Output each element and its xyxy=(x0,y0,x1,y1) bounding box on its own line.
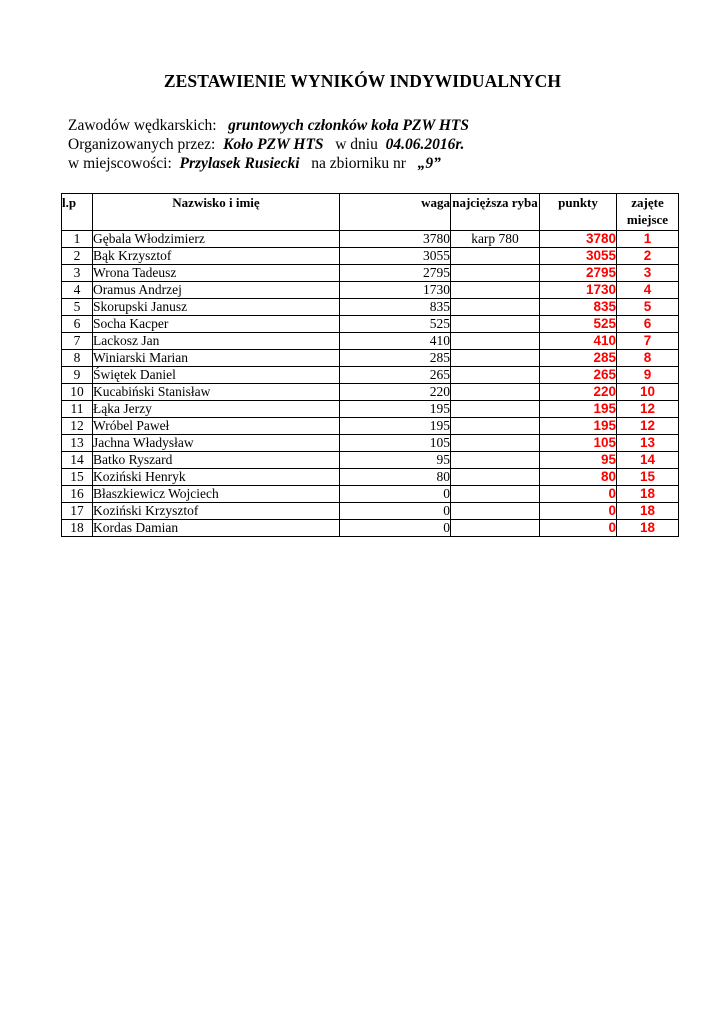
table-row xyxy=(62,469,679,486)
organizer-value: Koło PZW HTS xyxy=(223,136,324,153)
table-row xyxy=(62,520,679,537)
cell-heaviest-fish xyxy=(451,265,540,282)
reservoir-value: „9” xyxy=(417,155,441,172)
table-row xyxy=(62,333,679,350)
cell-waga: 95 xyxy=(340,452,451,469)
reservoir-label: na zbiorniku nr xyxy=(311,155,406,172)
date-value: 04.06.2016r. xyxy=(385,136,465,153)
cell-waga: 0 xyxy=(340,503,451,520)
date-label: w dniu xyxy=(335,136,378,153)
table-row xyxy=(62,350,679,367)
competition-value: gruntowych członków koła PZW HTS xyxy=(228,117,469,134)
cell-points: 95 xyxy=(540,452,617,469)
cell-name: Błaszkiewicz Wojciech xyxy=(93,486,340,503)
cell-heaviest-fish xyxy=(451,469,540,486)
cell-heaviest-fish xyxy=(451,503,540,520)
header-heaviest-fish: najcięższa ryba xyxy=(451,194,540,231)
header-place: zajęte miejsce xyxy=(617,194,679,231)
cell-points: 195 xyxy=(540,401,617,418)
cell-place: 2 xyxy=(617,248,679,265)
cell-waga: 0 xyxy=(340,486,451,503)
cell-waga: 1730 xyxy=(340,282,451,299)
table-row xyxy=(62,316,679,333)
cell-lp: 5 xyxy=(62,299,93,316)
cell-name: Kucabiński Stanisław xyxy=(93,384,340,401)
table-row xyxy=(62,486,679,503)
cell-place: 8 xyxy=(617,350,679,367)
results-table xyxy=(61,193,679,537)
cell-lp: 8 xyxy=(62,350,93,367)
cell-place: 15 xyxy=(617,469,679,486)
table-row xyxy=(62,231,679,248)
cell-heaviest-fish xyxy=(451,520,540,537)
cell-points: 3780 xyxy=(540,231,617,248)
cell-name: Bąk Krzysztof xyxy=(93,248,340,265)
cell-name: Łąka Jerzy xyxy=(93,401,340,418)
table-row xyxy=(62,367,679,384)
cell-place: 12 xyxy=(617,418,679,435)
table-row xyxy=(62,282,679,299)
cell-points: 410 xyxy=(540,333,617,350)
cell-heaviest-fish xyxy=(451,401,540,418)
cell-place: 13 xyxy=(617,435,679,452)
organizer-line xyxy=(68,136,464,154)
organizer-label: Organizowanych przez: xyxy=(68,136,216,153)
cell-place: 9 xyxy=(617,367,679,384)
cell-points: 2795 xyxy=(540,265,617,282)
cell-waga: 195 xyxy=(340,418,451,435)
cell-waga: 0 xyxy=(340,520,451,537)
cell-lp: 15 xyxy=(62,469,93,486)
cell-lp: 13 xyxy=(62,435,93,452)
cell-place: 18 xyxy=(617,486,679,503)
cell-place: 7 xyxy=(617,333,679,350)
location-line xyxy=(68,155,441,173)
cell-name: Świętek Daniel xyxy=(93,367,340,384)
cell-place: 18 xyxy=(617,503,679,520)
cell-points: 80 xyxy=(540,469,617,486)
table-row xyxy=(62,452,679,469)
cell-heaviest-fish xyxy=(451,452,540,469)
cell-points: 1730 xyxy=(540,282,617,299)
cell-lp: 10 xyxy=(62,384,93,401)
table-row xyxy=(62,401,679,418)
cell-name: Winiarski Marian xyxy=(93,350,340,367)
cell-waga: 80 xyxy=(340,469,451,486)
cell-points: 525 xyxy=(540,316,617,333)
cell-heaviest-fish xyxy=(451,435,540,452)
cell-lp: 2 xyxy=(62,248,93,265)
cell-points: 105 xyxy=(540,435,617,452)
cell-heaviest-fish xyxy=(451,316,540,333)
cell-waga: 105 xyxy=(340,435,451,452)
location-value: Przylasek Rusiecki xyxy=(179,155,300,172)
cell-lp: 18 xyxy=(62,520,93,537)
competition-line xyxy=(68,117,469,135)
cell-place: 10 xyxy=(617,384,679,401)
location-label: w miejscowości: xyxy=(68,155,172,172)
cell-name: Wróbel Paweł xyxy=(93,418,340,435)
table-row xyxy=(62,265,679,282)
cell-name: Socha Kacper xyxy=(93,316,340,333)
cell-lp: 16 xyxy=(62,486,93,503)
cell-heaviest-fish xyxy=(451,248,540,265)
cell-place: 14 xyxy=(617,452,679,469)
cell-place: 5 xyxy=(617,299,679,316)
table-row xyxy=(62,384,679,401)
cell-heaviest-fish: karp 780 xyxy=(451,231,540,248)
cell-lp: 11 xyxy=(62,401,93,418)
cell-waga: 265 xyxy=(340,367,451,384)
table-row xyxy=(62,503,679,520)
cell-lp: 4 xyxy=(62,282,93,299)
cell-lp: 1 xyxy=(62,231,93,248)
cell-name: Oramus Andrzej xyxy=(93,282,340,299)
cell-lp: 17 xyxy=(62,503,93,520)
cell-heaviest-fish xyxy=(451,367,540,384)
cell-place: 1 xyxy=(617,231,679,248)
header-name: Nazwisko i imię xyxy=(93,194,340,231)
cell-place: 18 xyxy=(617,520,679,537)
cell-name: Skorupski Janusz xyxy=(93,299,340,316)
cell-place: 12 xyxy=(617,401,679,418)
cell-points: 835 xyxy=(540,299,617,316)
header-waga: waga xyxy=(340,194,451,231)
cell-heaviest-fish xyxy=(451,486,540,503)
document-title: ZESTAWIENIE WYNIKÓW INDYWIDUALNYCH xyxy=(163,71,562,91)
cell-lp: 14 xyxy=(62,452,93,469)
header-lp: l.p xyxy=(62,194,93,231)
table-row xyxy=(62,435,679,452)
cell-waga: 525 xyxy=(340,316,451,333)
cell-place: 6 xyxy=(617,316,679,333)
cell-waga: 195 xyxy=(340,401,451,418)
cell-lp: 12 xyxy=(62,418,93,435)
cell-lp: 6 xyxy=(62,316,93,333)
cell-points: 0 xyxy=(540,503,617,520)
cell-name: Batko Ryszard xyxy=(93,452,340,469)
cell-heaviest-fish xyxy=(451,384,540,401)
header-points: punkty xyxy=(540,194,617,231)
cell-points: 285 xyxy=(540,350,617,367)
cell-heaviest-fish xyxy=(451,282,540,299)
cell-heaviest-fish xyxy=(451,418,540,435)
cell-lp: 7 xyxy=(62,333,93,350)
cell-place: 4 xyxy=(617,282,679,299)
cell-points: 195 xyxy=(540,418,617,435)
cell-name: Gębala Włodzimierz xyxy=(93,231,340,248)
cell-name: Lackosz Jan xyxy=(93,333,340,350)
cell-heaviest-fish xyxy=(451,299,540,316)
table-row xyxy=(62,248,679,265)
table-row xyxy=(62,299,679,316)
cell-waga: 220 xyxy=(340,384,451,401)
cell-place: 3 xyxy=(617,265,679,282)
table-header-row xyxy=(62,194,679,231)
cell-points: 265 xyxy=(540,367,617,384)
cell-waga: 3055 xyxy=(340,248,451,265)
cell-waga: 835 xyxy=(340,299,451,316)
cell-lp: 3 xyxy=(62,265,93,282)
cell-waga: 410 xyxy=(340,333,451,350)
cell-heaviest-fish xyxy=(451,350,540,367)
cell-points: 3055 xyxy=(540,248,617,265)
cell-name: Koziński Henryk xyxy=(93,469,340,486)
cell-waga: 3780 xyxy=(340,231,451,248)
cell-points: 220 xyxy=(540,384,617,401)
table-row xyxy=(62,418,679,435)
cell-name: Kordas Damian xyxy=(93,520,340,537)
cell-name: Koziński Krzysztof xyxy=(93,503,340,520)
cell-waga: 285 xyxy=(340,350,451,367)
competition-label: Zawodów wędkarskich: xyxy=(68,117,217,134)
cell-waga: 2795 xyxy=(340,265,451,282)
cell-lp: 9 xyxy=(62,367,93,384)
cell-heaviest-fish xyxy=(451,333,540,350)
cell-points: 0 xyxy=(540,486,617,503)
cell-name: Jachna Władysław xyxy=(93,435,340,452)
cell-points: 0 xyxy=(540,520,617,537)
cell-name: Wrona Tadeusz xyxy=(93,265,340,282)
